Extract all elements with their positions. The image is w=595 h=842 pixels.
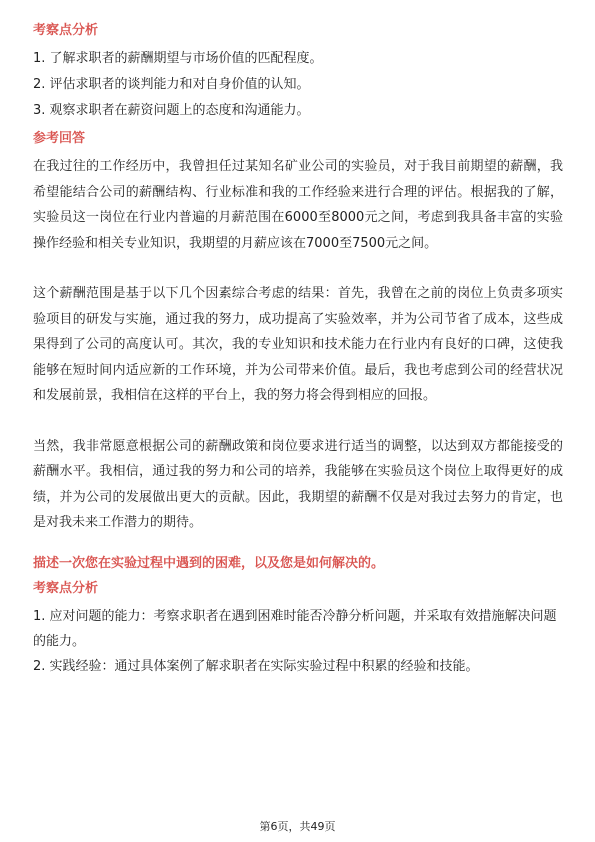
analysis-item: 1. 应对问题的能力：考察求职者在遇到困难时能否冷静分析问题，并采取有效措施解决问题的能力。: [33, 608, 557, 649]
analysis-heading: 考察点分析: [33, 23, 99, 38]
analysis-heading: 考察点分析: [33, 580, 99, 596]
page-number: 第6页，共49页: [259, 820, 336, 833]
reference-answer-heading: 参考回答: [33, 131, 86, 146]
interview-question: 描述一次您在实验过程中遇到的困难，以及您是如何解决的。: [33, 555, 385, 571]
analysis-item: 3. 观察求职者在薪资问题上的态度和沟通能力。: [33, 103, 310, 118]
answer-paragraph: 当然，我非常愿意根据公司的薪酬政策和岗位要求进行适当的调整，以达到双方都能接受的薪酬水平。我相信，通过我的努力和公司的培养，我能够在实验员这个岗位上取得更好的成绩，并为公司的发展做出更大的贡献。因此，我期望的薪酬不仅是对我过去努力的肯定，也是对我未来工作潜力的期待。: [33, 438, 563, 530]
analysis-item: 2. 实践经验：通过具体案例了解求职者在实际实验过程中积累的经验和技能。: [33, 658, 479, 674]
answer-paragraph: 这个薪酬范围是基于以下几个因素综合考虑的结果：首先，我曾在之前的岗位上负责多项实验项目的研发与实施，通过我的努力，成功提高了实验效率，并为公司节省了成本，这些成果得到了公司的高度认可。其次，我的专业知识和技术能力在行业内有良好的口碑，这使我能够在短时间内适应新的工作环境，并为公司带来价值。最后，我也考虑到公司的经营状况和发展前景，我相信在这样的平台上，我的努力将会得到相应的回报。: [33, 286, 563, 403]
page-content: [33, 22, 563, 680]
answer-paragraph: 在我过往的工作经历中，我曾担任过某知名矿业公司的实验员，对于我目前期望的薪酬，我希望能结合公司的薪酬结构、行业标准和我的工作经验来进行合理的评估。根据我的了解，实验员这一岗位在行业内普遍的月薪范围在6000至8000元之间，考虑到我具备丰富的实验操作经验和相关专业知识，我期望的月薪应该在7000至7500元之间。: [33, 159, 563, 251]
analysis-item: 2. 评估求职者的谈判能力和对自身价值的认知。: [33, 77, 310, 92]
analysis-item: 1. 了解求职者的薪酬期望与市场价值的匹配程度。: [33, 51, 323, 66]
